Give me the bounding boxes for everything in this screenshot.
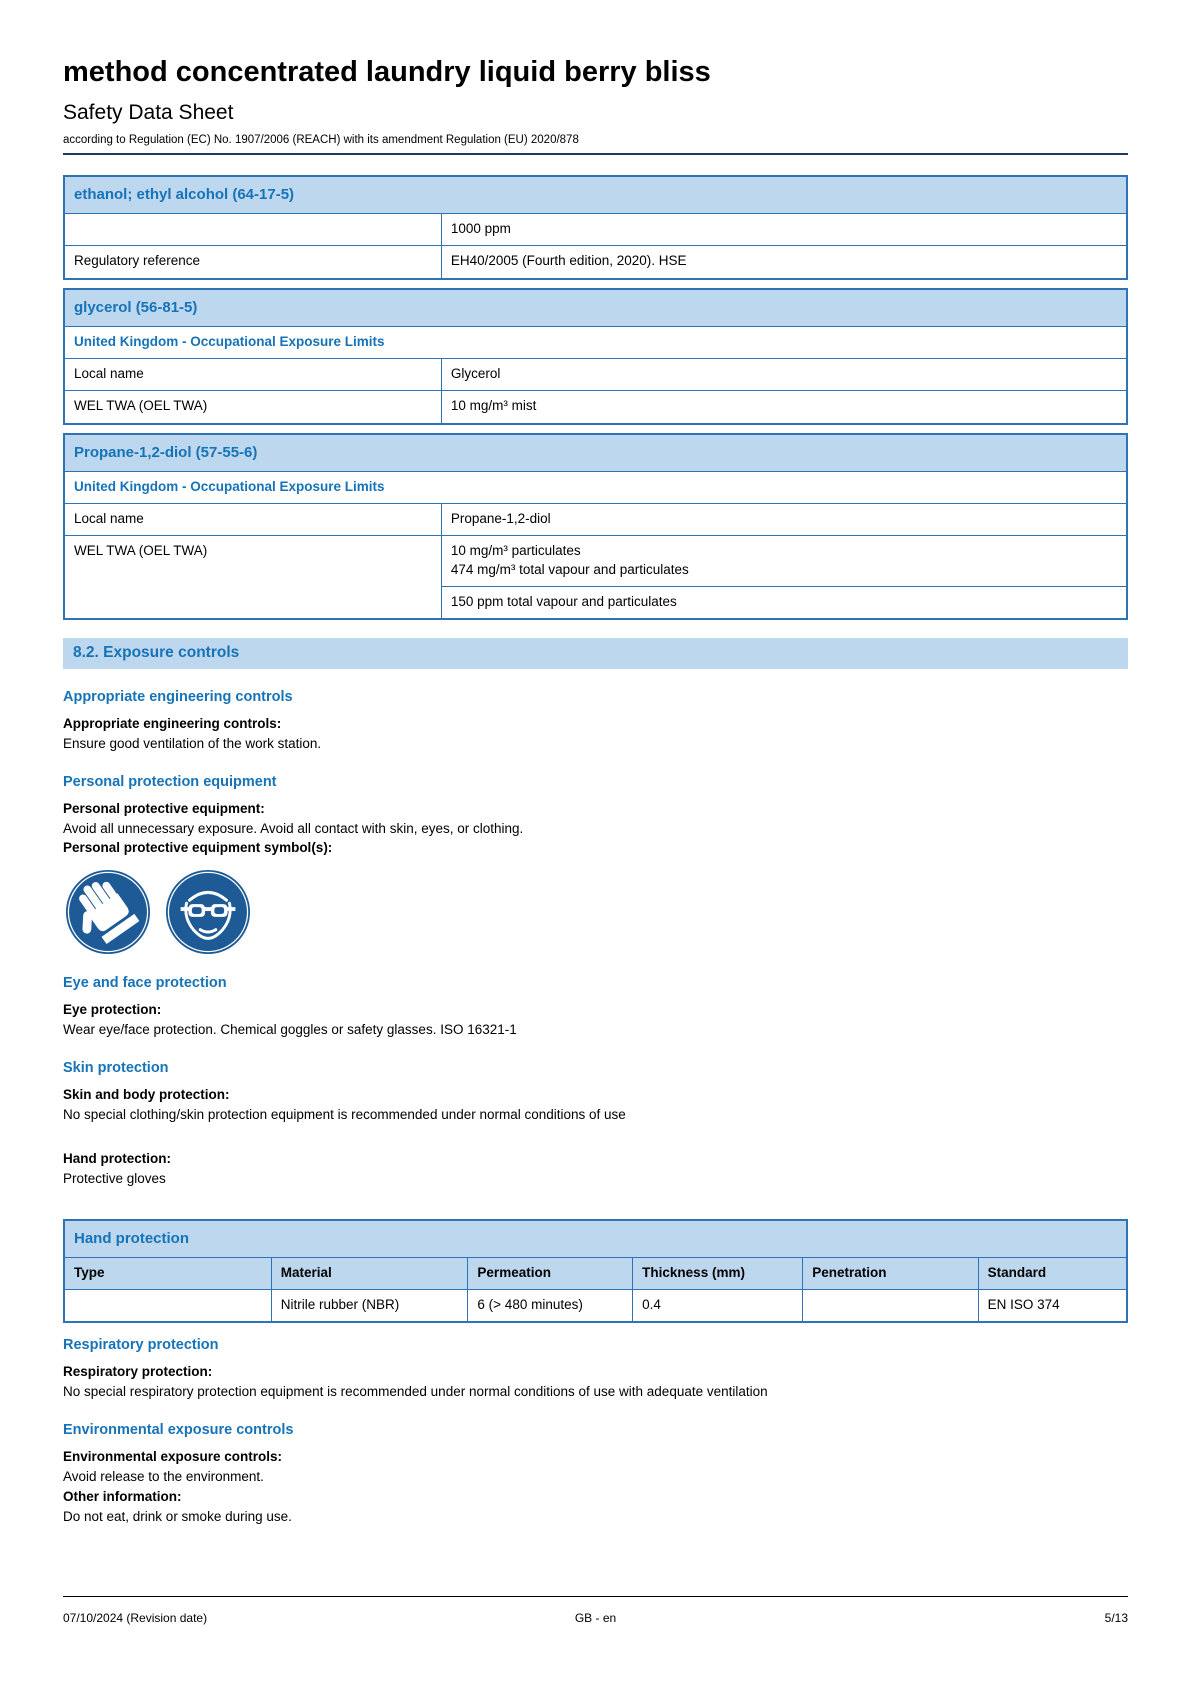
footer-page-number: 5/13 [1104,1611,1128,1625]
footer-locale: GB - en [574,1611,617,1625]
column-header: Penetration [803,1258,978,1290]
field-label: Eye protection: [63,1002,162,1018]
glycerol-oel-table [63,288,1128,425]
value-cell [441,536,1127,586]
substance-title: ethanol; ethyl alcohol (64-17-5) [64,176,1127,214]
header-divider [63,153,1128,155]
regulation-line: according to Regulation (EC) No. 1907/2006 (REACH) with its amendment Regulation (EU) 2020/878 [63,134,579,146]
region-subheader: United Kingdom - Occupational Exposure Limits [64,326,1127,358]
wel-value-line: 474 mg/m³ total vapour and particulates [450,561,689,577]
subsection-heading: Appropriate engineering controls [63,688,293,705]
value-cell: 0.4 [633,1290,803,1323]
table-row [64,471,1127,503]
table-row [64,391,1127,424]
value-cell: 6 (> 480 minutes) [468,1290,633,1323]
document-type: Safety Data Sheet [63,101,234,124]
label-cell: Regulatory reference [64,246,441,279]
wear-gloves-icon [65,869,151,955]
subsection-heading: Environmental exposure controls [63,1422,294,1438]
field-text: Avoid release to the environment. [63,1469,264,1484]
value-cell: EH40/2005 (Fourth edition, 2020). HSE [441,246,1127,279]
field-label: Skin and body protection: [63,1086,230,1102]
table-row [64,1290,1127,1323]
field-text: Ensure good ventilation of the work station. [63,735,322,751]
value-cell: 10 mg/m³ mist [441,391,1127,424]
subsection-heading: Eye and face protection [63,975,227,992]
substance-title: glycerol (56-81-5) [64,289,1127,327]
page-footer [63,1596,1128,1625]
field-text: Avoid all unnecessary exposure. Avoid all contact with skin, eyes, or clothing. [63,820,524,836]
column-header: Permeation [468,1258,633,1290]
value-cell: Nitrile rubber (NBR) [271,1290,468,1323]
field-label: Environmental exposure controls: [63,1449,283,1464]
label-cell [64,214,441,246]
label-cell: Local name [64,504,441,536]
column-header: Material [271,1258,468,1290]
wel-value-line: 10 mg/m³ particulates [450,543,581,559]
footer-revision-date: 07/10/2024 (Revision date) [63,1611,208,1625]
field-label: Hand protection: [63,1151,171,1167]
column-header: Type [64,1258,271,1290]
table-row [64,1220,1127,1258]
table-row [64,504,1127,536]
value-cell: EN ISO 374 [978,1290,1127,1323]
ppe-symbols [65,869,1128,955]
field-text: Wear eye/face protection. Chemical goggles or safety glasses. ISO 16321-1 [63,1022,517,1038]
table-row [64,434,1127,472]
field-label: Personal protective equipment symbol(s): [63,840,333,856]
field-text: No special respiratory protection equipment is recommended under normal conditions of use with adequate ventilation [63,1384,768,1400]
table-row [64,536,1127,586]
value-cell: Propane-1,2-diol [441,504,1127,536]
column-header: Thickness (mm) [633,1258,803,1290]
value-cell: 1000 ppm [441,214,1127,246]
table-row [64,359,1127,391]
field-text: No special clothing/skin protection equipment is recommended under normal conditions of use [63,1106,626,1122]
table-row [64,326,1127,358]
field-text: Do not eat, drink or smoke during use. [63,1508,292,1524]
label-cell: WEL TWA (OEL TWA) [64,536,441,619]
subsection-heading: Respiratory protection [63,1337,219,1354]
table-row [64,246,1127,279]
table-header-row [64,1258,1127,1290]
value-cell: 150 ppm total vapour and particulates [441,586,1127,619]
hand-protection-table [63,1219,1128,1324]
table-row [64,214,1127,246]
column-header: Standard [978,1258,1127,1290]
substance-title: Propane-1,2-diol (57-55-6) [64,434,1127,472]
field-text: Protective gloves [63,1171,166,1187]
value-cell: Glycerol [441,359,1127,391]
propanediol-oel-table [63,433,1128,620]
table-row [64,289,1127,327]
region-subheader: United Kingdom - Occupational Exposure Limits [64,471,1127,503]
field-label: Respiratory protection: [63,1364,213,1380]
value-cell [64,1290,271,1323]
subsection-heading: Personal protection equipment [63,773,277,790]
product-title: method concentrated laundry liquid berry bliss [63,56,711,88]
label-cell: WEL TWA (OEL TWA) [64,391,441,424]
field-label: Appropriate engineering controls: [63,715,282,731]
field-label: Personal protective equipment: [63,800,265,816]
subsection-heading: Skin protection [63,1059,169,1076]
section-heading-8-2: 8.2. Exposure controls [63,638,1128,669]
table-row [64,176,1127,214]
label-cell: Local name [64,359,441,391]
table-title: Hand protection [64,1220,1127,1258]
value-cell [803,1290,978,1323]
field-label: Other information: [63,1488,182,1504]
ethanol-oel-table [63,175,1128,280]
wear-eye-protection-icon [165,869,251,955]
